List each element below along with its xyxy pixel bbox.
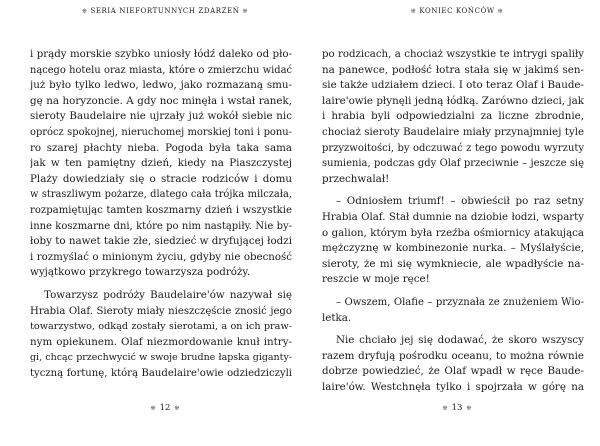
text-line: Hrabia Olaf. Sieroty miały nieszczęście znosić jego: [30, 305, 292, 317]
text-line: gę na horyzoncie. A gdy noc minęła i wstał ranek,: [30, 94, 292, 107]
running-header-right: [322, 7, 592, 15]
text-line: – Owszem, Olafie – przyznała ze znużeniem Wio-: [336, 296, 584, 308]
text-line: i rozmyślać o minionym życiu, gdyby nie obecność: [30, 251, 292, 263]
text-line: już było tylko ledwo, ledwo, jako rozmazaną smu-: [30, 79, 292, 92]
ornament-icon: ❊: [81, 8, 88, 15]
text-line: Towarzysz podróży Baudelaire'ów nazywał się: [44, 288, 292, 301]
text-line: sie także udziałem dzieci. I oto teraz Olaf i Baude-: [322, 79, 584, 92]
text-line: inne koszmarne dni, które po nim nastąpiły. Nie by-: [30, 220, 292, 232]
page-number-left: [30, 403, 300, 413]
text-line: Plaży dowiedziały się o stracie rodziców i domu: [30, 172, 292, 185]
text-line: w straszliwym pożarze, dlatego cała trójka milczała,: [30, 189, 292, 201]
ornament-icon: ❊: [497, 8, 504, 15]
ornament-icon: ❊: [174, 405, 180, 412]
header-title: SERIA NIEFORTUNNYCH ZDARZEŃ: [90, 7, 240, 15]
text-line: – Odniosłem triumf! – obwieścił po raz setny: [336, 195, 584, 208]
text-line: i prądy morskie szybko uniosły łódź daleko od pło-: [30, 49, 292, 60]
text-line: laire'ów. Westchnęła tylko i spojrzała w górę na: [322, 380, 584, 393]
text-line: Nie chciało jej się dodawać, że skoro wszyscy: [336, 334, 584, 347]
text-line: łoby to nawet takie złe, siedzieć w dryfującej łodzi: [30, 235, 292, 248]
text-line: o galion, którym była rzeźba ośmiornicy atakująca: [322, 227, 584, 239]
text-line: ro szarej płachty nieba. Pogoda była taka sama: [30, 141, 292, 154]
text-line: rozpamiętując tamten koszmarny dzień i wszystkie: [30, 204, 292, 216]
text-line: laire'owie płynęli jedną łódką. Zarówno dzieci, jak: [322, 94, 584, 107]
text-line: sieroty Baudelaire nie ujrzały już wokół siebie nic: [30, 110, 292, 123]
text-line: dobrze powiedzieć, że Olaf wpadł w ręce Baude-: [322, 365, 584, 378]
ornament-icon: ❊: [466, 405, 472, 412]
ornament-icon: ❊: [410, 8, 417, 15]
text-line: na panewce, podłość łotra stała się w jakimś sen-: [322, 63, 584, 76]
text-line: nym opiekunem. Olaf niezmordowanie knuł intry-: [30, 335, 292, 348]
text-line: jak w ten pamiętny dzień, kiedy na Piaszczystej: [30, 157, 292, 170]
text-line: tyczną fortunę, którą Baudelaire'owie odziedziczyli: [30, 367, 292, 379]
left-page-text: [30, 47, 292, 381]
left-page: [30, 0, 300, 446]
text-line: i hrabia byli odpowiedzialni za liczne zbrodnie,: [322, 110, 584, 123]
text-line: nącego hotelu oraz miasta, które o zmierzchu widać: [30, 64, 292, 76]
text-line: razem dryfują pośrodku oceanu, to można równie: [322, 349, 584, 362]
text-line: Hrabia Olaf. Stał dumnie na dziobie łodzi, wsparty: [322, 211, 584, 223]
right-page: [322, 0, 592, 446]
ornament-icon: ❊: [150, 405, 156, 412]
page-number: 12: [159, 403, 171, 413]
ornament-icon: ❊: [442, 405, 448, 412]
text-line: letka.: [322, 311, 352, 324]
running-header-left: [30, 7, 300, 15]
text-line: gi, chcąc przechwycić w swoje brudne łapska giganty-: [30, 352, 292, 364]
header-title: KONIEC KOŃCÓW: [419, 7, 495, 15]
ornament-icon: ❊: [242, 8, 249, 15]
text-line: po rodzicach, a chociaż wszystkie te intrygi spaliły: [322, 49, 584, 60]
text-line: przechwalał!: [322, 172, 390, 185]
text-line: przyzwoitości, by odczuwać z tego powodu wyrzuty: [322, 142, 584, 154]
page-number-right: [322, 403, 592, 413]
text-line: sieroty, że mi się wymkniecie, ale wpadłyście na-: [322, 257, 584, 270]
text-line: reszcie w moje ręce!: [322, 273, 430, 286]
text-line: towarzystwo, odkąd zostały sierotami, a on ich praw-: [30, 321, 292, 333]
page-number: 13: [451, 403, 463, 413]
text-line: chociaż sieroty Baudelaire miały przynajmniej tyle: [322, 126, 584, 138]
text-line: wyjątkowo przykrego towarzysza podróży.: [30, 266, 251, 279]
right-page-text: [322, 47, 584, 395]
text-line: mężczyznę w kombinezonie nurka. – Myślałyście,: [322, 242, 584, 255]
text-line: sumienia, podczas gdy Olaf przeciwnie – jeszcze się: [322, 158, 584, 170]
text-line: oprócz spokojnej, nieruchomej morskiej toni i ponu-: [30, 126, 292, 138]
